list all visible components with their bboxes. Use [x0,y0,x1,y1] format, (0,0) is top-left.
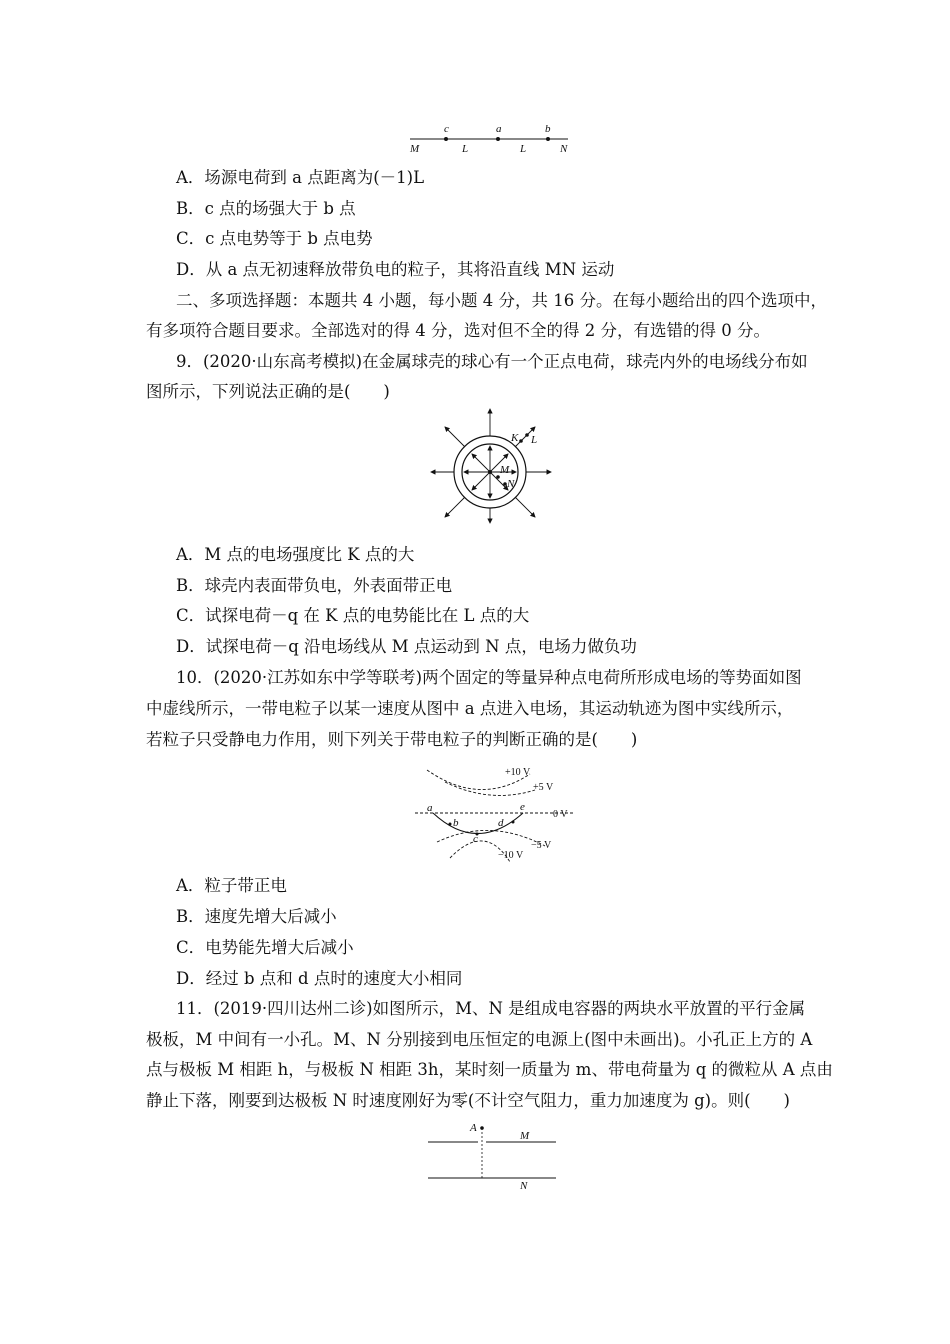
label-minus10v: −10 V [498,850,524,861]
label-N: N [560,143,568,155]
label-c: c [473,833,478,845]
label-M: M [520,1130,530,1142]
q9-stem-line2: 图所示，下列说法正确的是( ) [146,382,390,401]
section2-heading-line2: 有多项符合题目要求。全部选对的得 4 分，选对但不全的得 2 分，有选错的得 0 分。 [146,321,770,340]
label-plus10v: +10 V [505,767,531,778]
label-minus5v: −5 V [531,840,552,851]
label-K: K [511,432,519,444]
q11-stem-line3: 点与极板 M 相距 h，与极板 N 相距 3h，某时刻一质量为 m、带电荷量为 q 的微粒从 A 点由 [146,1060,833,1079]
section2-heading-line1: 二、多项选择题：本题共 4 小题，每小题 4 分，共 16 分。在每小题给出的四个选项中， [176,291,827,310]
q11-figure [420,1118,570,1193]
q11-stem-line1: 11．(2019·四川达州二诊)如图所示，M、N 是组成电容器的两块水平放置的平行金属 [176,999,806,1018]
q9-figure [425,405,555,525]
q8-option-d: D．从 a 点无初速释放带负电的粒子，其将沿直线 MN 运动 [176,260,615,279]
label-d: d [498,817,504,829]
q8-option-c: C．c 点电势等于 b 点电势 [176,229,373,248]
label-a: a [427,802,433,814]
q10-stem-line1: 10．(2020·江苏如东中学等联考)两个固定的等量异种点电荷所形成电场的等势面如图 [176,668,802,687]
q11-stem-line2: 极板，M 中间有一小孔。M、N 分别接到电压恒定的电源上(图中未画出)。小孔正上方的 A [146,1030,813,1049]
label-L1: L [462,143,469,155]
q9-option-c: C．试探电荷－q 在 K 点的电势能比在 L 点的大 [176,606,530,625]
q9-option-b: B．球壳内表面带负电，外表面带正电 [176,576,453,595]
q9-option-a: A．M 点的电场强度比 K 点的大 [176,545,415,564]
label-A: A [470,1122,477,1134]
label-a: a [496,123,502,135]
label-L2: L [520,143,527,155]
label-b: b [453,817,459,829]
q8-option-a: A．场源电荷到 a 点距离为(－1)L [176,168,425,187]
q10-option-c: C．电势能先增大后减小 [176,938,354,957]
q10-stem-line2: 中虚线所示，一带电粒子以某一速度从图中 a 点进入电场，其运动轨迹为图中实线所示， [146,699,794,718]
q8-figure [400,118,580,158]
label-0v: 0 V [553,809,568,820]
q10-option-b: B．速度先增大后减小 [176,907,337,926]
q9-option-d: D．试探电荷－q 沿电场线从 M 点运动到 N 点，电场力做负功 [176,637,637,656]
label-plus5v: +5 V [533,782,554,793]
q11-stem-line4: 静止下落，刚要到达极板 N 时速度刚好为零(不计空气阻力，重力加速度为 g)。则( ) [146,1091,790,1110]
label-M: M [410,143,420,155]
label-b: b [545,123,551,135]
label-c: c [444,123,449,135]
label-N: N [507,478,515,490]
q10-option-a: A．粒子带正电 [176,876,287,895]
q9-stem-line1: 9．(2020·山东高考模拟)在金属球壳的球心有一个正点电荷，球壳内外的电场线分布如 [176,352,808,371]
label-e: e [520,801,525,813]
q10-figure [405,762,585,866]
q10-stem-line3: 若粒子只受静电力作用，则下列关于带电粒子的判断正确的是( ) [146,730,638,749]
label-L: L [531,434,538,446]
label-M: M [500,464,510,476]
q10-option-d: D．经过 b 点和 d 点时的速度大小相同 [176,969,463,988]
q8-option-b: B．c 点的场强大于 b 点 [176,199,356,218]
label-N: N [520,1180,528,1192]
